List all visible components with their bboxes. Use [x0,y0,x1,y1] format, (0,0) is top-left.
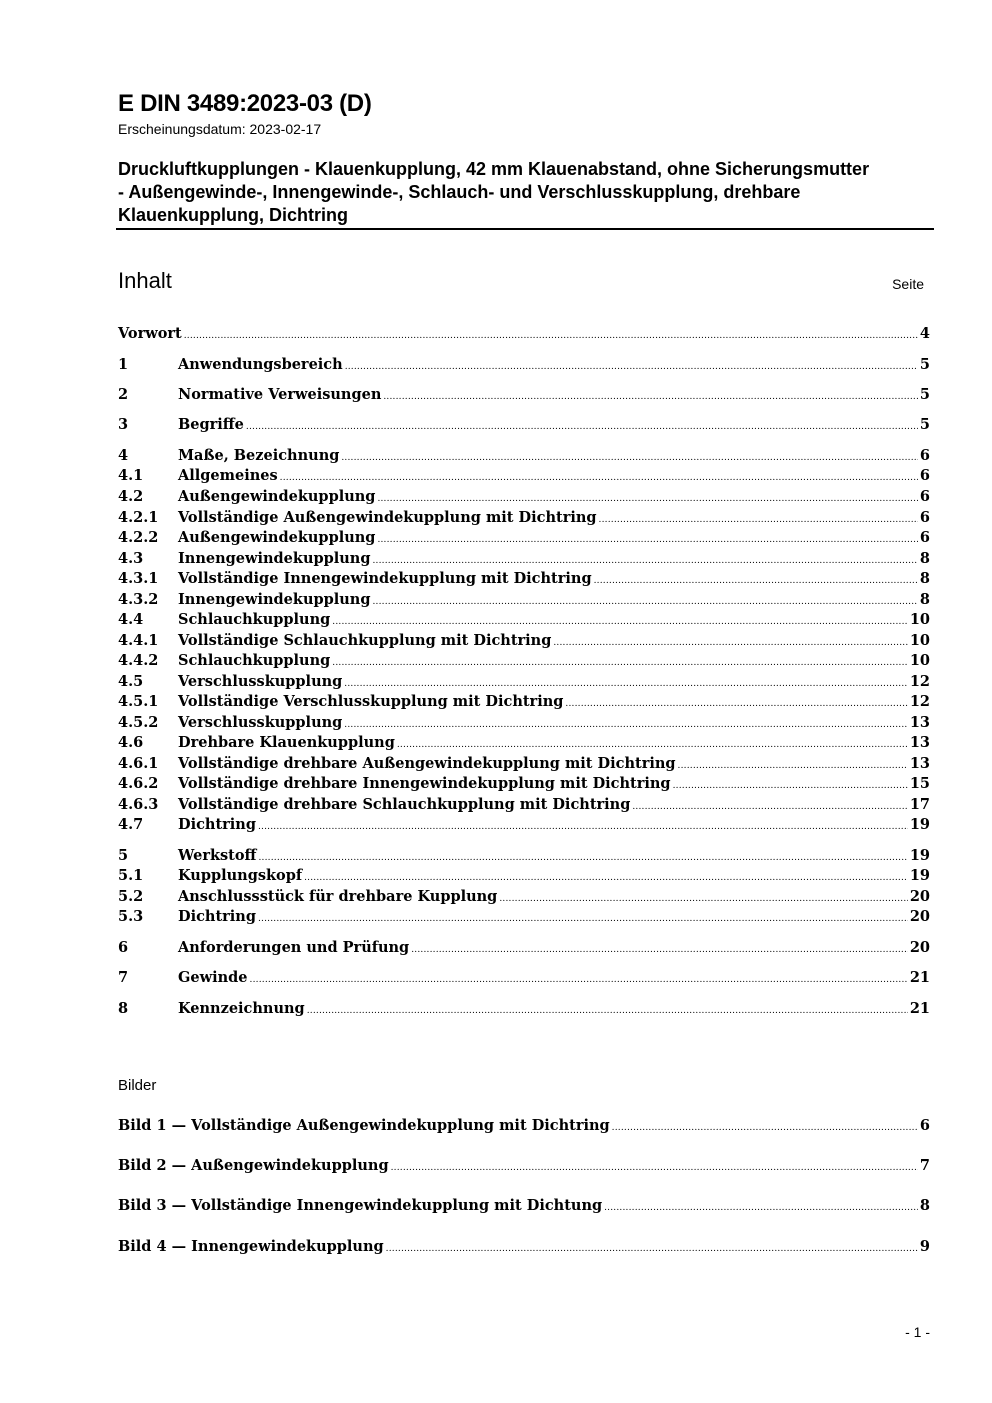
figure-entry-title: Bild 3 — Vollständige Innengewindekupplung mit Dichtung [118,1197,603,1214]
toc-entry-page: 6 [919,509,930,526]
toc-entry-title: Verschlusskupplung [178,673,343,690]
toc-dot-leader [250,975,908,985]
toc-entry-number: 1 [118,356,129,373]
toc-entry-page: 6 [919,529,930,546]
toc-entry[interactable] [118,888,930,908]
toc-entry-title: Begriffe [178,416,244,433]
toc-entry[interactable] [118,386,930,406]
toc-entry-number: 4.1 [118,467,144,484]
toc-entry-title: Vollständige drehbare Schlauchkupplung mit Dichtring [178,796,631,813]
figure-dot-leader [612,1123,918,1133]
toc-entry[interactable] [118,611,930,631]
toc-entry-title: Vollständige Außengewindekupplung mit Dichtring [178,509,597,526]
toc-entry[interactable] [118,734,930,754]
toc-entry-number: 4.7 [118,816,144,833]
toc-entry-page: 19 [909,867,930,884]
toc-entry-title: Dichtring [178,908,256,925]
toc-entry-page: 19 [909,816,930,833]
toc-entry-page: 5 [919,356,930,373]
figure-entry-page: 8 [919,1197,930,1214]
toc-entry-number: 8 [118,1000,129,1017]
toc-entry-number: 5.1 [118,867,144,884]
toc-dot-leader [678,761,908,771]
toc-entry-number: 4.4.1 [118,632,159,649]
figures-heading: Bilder [118,1077,157,1094]
toc-entry-page: 10 [909,632,930,649]
toc-entry-title: Schlauchkupplung [178,652,331,669]
toc-entry[interactable] [118,416,930,436]
toc-dot-leader [673,781,908,791]
toc-entry-title: Anwendungsbereich [178,356,343,373]
toc-entry-page: 13 [909,755,930,772]
toc-entry[interactable] [118,591,930,611]
toc-dot-leader [341,453,918,463]
toc-entry-title: Dichtring [178,816,256,833]
toc-dot-leader [307,1006,908,1016]
toc-dot-leader [383,392,918,402]
toc-entry-number: 5.2 [118,888,144,905]
toc-dot-leader [373,597,918,607]
toc-entry-page: 5 [919,416,930,433]
figure-entry-page: 6 [919,1117,930,1134]
toc-entry-number: 4.5 [118,673,144,690]
toc-entry-page: 20 [909,939,930,956]
toc-entry-title: Schlauchkupplung [178,611,331,628]
toc-entry-number: 4.2 [118,488,144,505]
toc-dot-leader [280,473,918,483]
toc-dot-leader [632,802,907,812]
figure-dot-leader [391,1163,918,1173]
toc-entry[interactable] [118,356,930,376]
figure-entry-title: Bild 2 — Außengewindekupplung [118,1157,389,1174]
toc-entry[interactable] [118,467,930,487]
toc-entry-page: 13 [909,714,930,731]
toc-dot-leader [345,362,918,372]
toc-entry-title: Gewinde [178,969,248,986]
toc-dot-leader [377,494,917,504]
toc-entry[interactable] [118,1000,930,1020]
toc-entry-title: Innengewindekupplung [178,550,371,567]
toc-entry-page: 6 [919,467,930,484]
toc-entry-page: 20 [909,908,930,925]
toc-entry-title: Vollständige drehbare Innengewindekupplung mit Dichtring [178,775,671,792]
toc-dot-leader [599,515,918,525]
toc-entry-number: 4 [118,447,129,464]
toc-entry[interactable] [118,570,930,590]
toc-entry-page: 13 [909,734,930,751]
toc-dot-leader [304,873,908,883]
toc-entry-number: 4.4.2 [118,652,159,669]
toc-entry-title: Vollständige Schlauchkupplung mit Dichtring [178,632,552,649]
toc-dot-leader [344,679,908,689]
toc-entry-title: Außengewindekupplung [178,529,376,546]
toc-entry[interactable] [118,908,930,928]
toc-entry[interactable] [118,969,930,989]
toc-entry[interactable] [118,632,930,652]
page-column-label: Seite [892,276,924,292]
figure-entry-title: Bild 1 — Vollständige Außengewindekupplung mit Dichtring [118,1117,610,1134]
toc-entry-title: Außengewindekupplung [178,488,376,505]
toc-entry-number: 4.2.1 [118,509,159,526]
toc-entry-title: Innengewindekupplung [178,591,371,608]
toc-entry[interactable] [118,939,930,959]
toc-dot-leader [397,740,908,750]
document-title: Druckluftkupplungen - Klauenkupplung, 42 mm Klauenabstand, ohne Sicherungsmutter - Außengewinde-, Innengewinde-, Schlauch- und Verschlusskupplung, drehbare Klauenkupplung, Dichtring [118,159,870,225]
figure-entry[interactable] [118,1197,930,1217]
toc-entry-title: Drehbare Klauenkupplung [178,734,395,751]
toc-entry[interactable] [118,714,930,734]
toc-entry[interactable] [118,847,930,867]
toc-entry-title: Allgemeines [178,467,278,484]
title-underline [116,228,934,230]
toc-entry-page: 6 [919,488,930,505]
toc-entry[interactable] [118,488,930,508]
publication-date: Erscheinungsdatum: 2023-02-17 [118,121,322,137]
toc-entry-page: 4 [919,325,930,342]
toc-entry[interactable] [118,775,930,795]
toc-entry-page: 17 [909,796,930,813]
toc-entry-page: 10 [909,611,930,628]
toc-entry-page: 8 [919,570,930,587]
toc-entry[interactable] [118,652,930,672]
toc-entry-title: Anschlussstück für drehbare Kupplung [178,888,498,905]
toc-entry[interactable] [118,755,930,775]
toc-dot-leader [184,331,918,341]
toc-entry[interactable] [118,796,930,816]
toc-entry-number: 4.3.2 [118,591,159,608]
figure-entry[interactable] [118,1157,930,1177]
toc-entry-number: 4.6 [118,734,144,751]
toc-entry-number: 4.5.2 [118,714,159,731]
toc-dot-leader [553,638,907,648]
toc-dot-leader [594,576,918,586]
toc-entry-number: 7 [118,969,129,986]
toc-entry-title: Kupplungskopf [178,867,303,884]
toc-entry-page: 8 [919,550,930,567]
figure-dot-leader [604,1203,918,1213]
toc-entry-number: 4.5.1 [118,693,159,710]
toc-entry-number: 6 [118,939,129,956]
toc-entry-page: 10 [909,652,930,669]
toc-entry-title: Normative Verweisungen [178,386,382,403]
toc-dot-leader [499,894,907,904]
toc-dot-leader [332,658,908,668]
toc-dot-leader [411,945,908,955]
toc-entry-number: 2 [118,386,129,403]
toc-entry-title: Vollständige Innengewindekupplung mit Dichtring [178,570,592,587]
toc-dot-leader [258,822,908,832]
toc-entry-page: 15 [909,775,930,792]
toc-entry-page: 19 [909,847,930,864]
figure-entry-page: 9 [919,1238,930,1255]
toc-entry[interactable] [118,447,930,467]
document-id: E DIN 3489:2023-03 (D) [118,90,372,117]
toc-entry[interactable] [118,693,930,713]
toc-entry-page: 12 [909,673,930,690]
toc-entry-title: Maße, Bezeichnung [178,447,340,464]
toc-entry-number: 5.3 [118,908,144,925]
toc-dot-leader [377,535,917,545]
toc-entry-number: 5 [118,847,129,864]
toc-entry-page: 12 [909,693,930,710]
toc-dot-leader [344,720,908,730]
toc-entry[interactable] [118,550,930,570]
toc-entry-number: 4.3 [118,550,144,567]
toc-entry[interactable] [118,529,930,549]
figure-entry-page: 7 [919,1157,930,1174]
toc-dot-leader [332,617,908,627]
toc-entry-title: Anforderungen und Prüfung [178,939,410,956]
toc-entry[interactable] [118,673,930,693]
toc-entry-number: 4.2.2 [118,529,159,546]
toc-entry[interactable] [118,867,930,887]
figure-entry-title: Bild 4 — Innengewindekupplung [118,1238,384,1255]
toc-entry-number: 4.6.3 [118,796,159,813]
toc-entry[interactable] [118,816,930,836]
toc-entry-title: Kennzeichnung [178,1000,305,1017]
toc-entry[interactable] [118,509,930,529]
figure-entry[interactable] [118,1238,930,1258]
toc-entry-page: 21 [909,969,930,986]
toc-entry-page: 8 [919,591,930,608]
toc-entry-number: 3 [118,416,129,433]
toc-entry-page: 20 [909,888,930,905]
toc-entry[interactable] [118,325,930,345]
page-number: - 1 - [905,1324,930,1340]
toc-entry-number: Vorwort [118,325,182,342]
toc-dot-leader [565,699,907,709]
figure-entry[interactable] [118,1117,930,1137]
toc-entry-number: 4.4 [118,611,144,628]
toc-dot-leader [258,914,908,924]
toc-entry-page: 21 [909,1000,930,1017]
toc-entry-title: Werkstoff [178,847,257,864]
toc-entry-title: Vollständige Verschlusskupplung mit Dichtring [178,693,564,710]
toc-heading: Inhalt [118,268,172,293]
toc-entry-number: 4.3.1 [118,570,159,587]
toc-entry-page: 6 [919,447,930,464]
toc-dot-leader [246,422,918,432]
toc-entry-title: Vollständige drehbare Außengewindekupplung mit Dichtring [178,755,676,772]
toc-entry-number: 4.6.1 [118,755,159,772]
toc-dot-leader [258,853,907,863]
toc-entry-page: 5 [919,386,930,403]
toc-dot-leader [373,556,918,566]
toc-entry-title: Verschlusskupplung [178,714,343,731]
figure-dot-leader [386,1244,918,1254]
toc-entry-number: 4.6.2 [118,775,159,792]
